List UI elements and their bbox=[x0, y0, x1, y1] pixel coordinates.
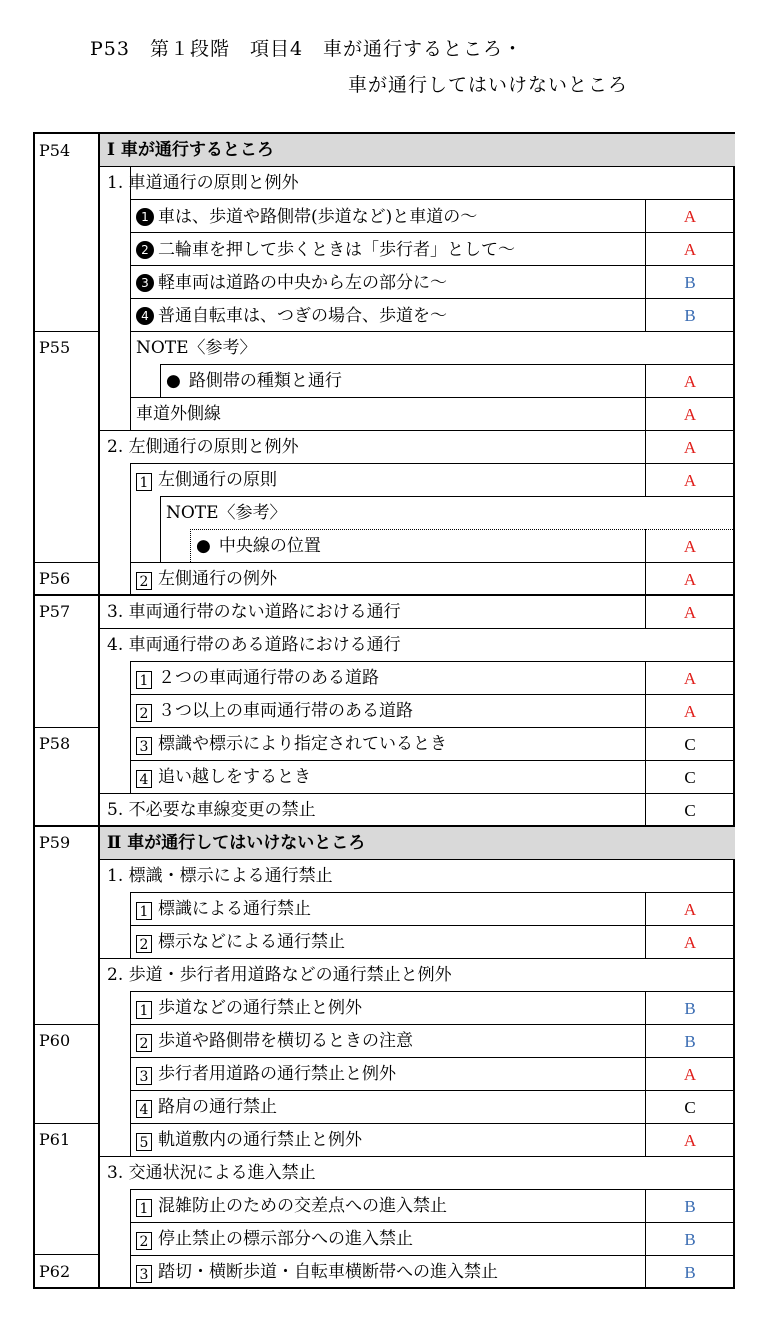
section-1-heading: Ⅰ 車が通行するところ bbox=[107, 140, 274, 160]
grade-badge: B bbox=[684, 1032, 696, 1051]
box-number-1-marker: 1 bbox=[136, 473, 152, 491]
item-3-title: 3. 交通状況による進入禁止 bbox=[107, 1163, 316, 1183]
list-item: ● 中央線の位置 bbox=[196, 536, 321, 556]
grade-badge: B bbox=[684, 999, 696, 1018]
list-item: 2 標示などによる通行禁止 bbox=[136, 934, 345, 953]
list-item: 1 混雑防止のための交差点への進入禁止 bbox=[136, 1198, 447, 1217]
note-label: NOTE〈参考〉 bbox=[136, 338, 257, 358]
box-number-1-marker: 1 bbox=[136, 1199, 152, 1217]
page-label-p54: P54 bbox=[39, 141, 71, 160]
box-number-2-marker: 2 bbox=[136, 935, 152, 953]
list-item: 3 歩行者用道路の通行禁止と例外 bbox=[136, 1066, 396, 1085]
grade-badge: A bbox=[683, 372, 697, 391]
page-label-p57: P57 bbox=[39, 602, 71, 621]
bullet-icon: ● bbox=[196, 536, 211, 556]
page-title-line-2: 車が通行してはいけないところ bbox=[348, 74, 629, 96]
list-item: 2 歩道や路側帯を横切るときの注意 bbox=[136, 1033, 413, 1052]
grade-badge: A bbox=[683, 933, 697, 952]
box-number-2-marker: 2 bbox=[136, 1232, 152, 1250]
list-item: ● 路側帯の種類と通行 bbox=[166, 371, 342, 391]
grade-badge: A bbox=[683, 207, 697, 226]
list-item: 3 標識や標示により指定されているとき bbox=[136, 736, 447, 755]
box-number-5-marker: 5 bbox=[136, 1133, 152, 1151]
box-number-3-marker: 3 bbox=[136, 737, 152, 755]
syllabus-table bbox=[33, 132, 735, 1289]
box-number-2-marker: 2 bbox=[136, 572, 152, 590]
section-2-heading: Ⅱ 車が通行してはいけないところ bbox=[107, 833, 366, 853]
number-4-marker: 4 bbox=[136, 307, 154, 325]
list-item: 1 標識による通行禁止 bbox=[136, 901, 311, 920]
grade-badge: A bbox=[683, 570, 697, 589]
box-number-3-marker: 3 bbox=[136, 1067, 152, 1085]
grade-badge: C bbox=[684, 768, 696, 787]
list-item: 1 車は、歩道や路側帯(歩道など)と車道の～ bbox=[136, 208, 477, 226]
grade-badge: B bbox=[684, 306, 696, 325]
grade-badge: C bbox=[684, 1098, 696, 1117]
item-2-title: 2. 歩道・歩行者用道路などの通行禁止と例外 bbox=[107, 965, 452, 985]
number-2-marker: 2 bbox=[136, 241, 154, 259]
page-column-divider bbox=[98, 134, 100, 1289]
list-item: 1 ２つの車両通行帯のある道路 bbox=[136, 670, 379, 689]
grade-badge: B bbox=[684, 1263, 696, 1282]
list-item: 5 軌道敷内の通行禁止と例外 bbox=[136, 1132, 362, 1151]
list-item: 2 停止禁止の標示部分への進入禁止 bbox=[136, 1231, 413, 1250]
page-label-p60: P60 bbox=[39, 1031, 71, 1050]
list-item: 1 左側通行の原則 bbox=[136, 472, 277, 491]
item-5-title: 5. 不必要な車線変更の禁止 bbox=[107, 800, 316, 820]
list-item: 4 追い越しをするとき bbox=[136, 769, 311, 788]
box-number-2-marker: 2 bbox=[136, 1034, 152, 1052]
box-number-1-marker: 1 bbox=[136, 902, 152, 920]
page-label-p58: P58 bbox=[39, 734, 71, 753]
list-item: 4 路肩の通行禁止 bbox=[136, 1099, 277, 1118]
grade-badge: A bbox=[683, 240, 697, 259]
grade-badge: A bbox=[683, 702, 697, 721]
list-item: 3 軽車両は道路の中央から左の部分に～ bbox=[136, 274, 447, 292]
number-1-marker: 1 bbox=[136, 208, 154, 226]
grade-badge: B bbox=[684, 1197, 696, 1216]
box-number-4-marker: 4 bbox=[136, 770, 152, 788]
grade-badge: A bbox=[683, 669, 697, 688]
list-item: 2 左側通行の例外 bbox=[136, 571, 277, 590]
box-number-3-marker: 3 bbox=[136, 1265, 152, 1283]
page-label-p61: P61 bbox=[39, 1130, 71, 1149]
bullet-icon: ● bbox=[166, 371, 181, 391]
grade-badge: A bbox=[683, 1131, 697, 1150]
item-4-title: 4. 車両通行帯のある道路における通行 bbox=[107, 635, 401, 655]
grade-badge: A bbox=[683, 537, 697, 556]
page-label-p55: P55 bbox=[39, 338, 71, 357]
grade-badge: A bbox=[683, 471, 697, 490]
item-3-title: 3. 車両通行帯のない道路における通行 bbox=[107, 602, 401, 622]
item-1-title: 1. 車道通行の原則と例外 bbox=[107, 173, 299, 193]
list-item: 車道外側線 bbox=[136, 404, 221, 424]
grade-badge: C bbox=[684, 801, 696, 820]
grade-badge: A bbox=[683, 405, 697, 424]
list-item: 2 二輪車を押して歩くときは「歩行者」として～ bbox=[136, 241, 515, 259]
box-number-2-marker: 2 bbox=[136, 704, 152, 722]
grade-badge: B bbox=[684, 273, 696, 292]
grade-badge: B bbox=[684, 1230, 696, 1249]
grade-badge: A bbox=[683, 900, 697, 919]
grade-badge: A bbox=[683, 438, 697, 457]
note-label: NOTE〈参考〉 bbox=[166, 503, 287, 523]
page-label-p56: P56 bbox=[39, 569, 71, 588]
page-label-p59: P59 bbox=[39, 833, 71, 852]
item-2-title: 2. 左側通行の原則と例外 bbox=[107, 437, 299, 457]
grade-badge: A bbox=[683, 603, 697, 622]
list-item: 2 ３つ以上の車両通行帯のある道路 bbox=[136, 703, 413, 722]
list-item: 4 普通自転車は、つぎの場合、歩道を～ bbox=[136, 307, 447, 325]
list-item: 3 踏切・横断歩道・自転車横断帯への進入禁止 bbox=[136, 1264, 498, 1283]
item-1-title: 1. 標識・標示による通行禁止 bbox=[107, 866, 333, 886]
list-item: 1 歩道などの通行禁止と例外 bbox=[136, 1000, 362, 1019]
number-3-marker: 3 bbox=[136, 274, 154, 292]
grade-badge: A bbox=[683, 1065, 697, 1084]
page-label-p62: P62 bbox=[39, 1262, 71, 1281]
box-number-1-marker: 1 bbox=[136, 1001, 152, 1019]
box-number-1-marker: 1 bbox=[136, 671, 152, 689]
box-number-4-marker: 4 bbox=[136, 1100, 152, 1118]
page-title-line-1: P53 第１段階 項目4 車が通行するところ・ bbox=[90, 38, 524, 60]
grade-badge: C bbox=[684, 735, 696, 754]
